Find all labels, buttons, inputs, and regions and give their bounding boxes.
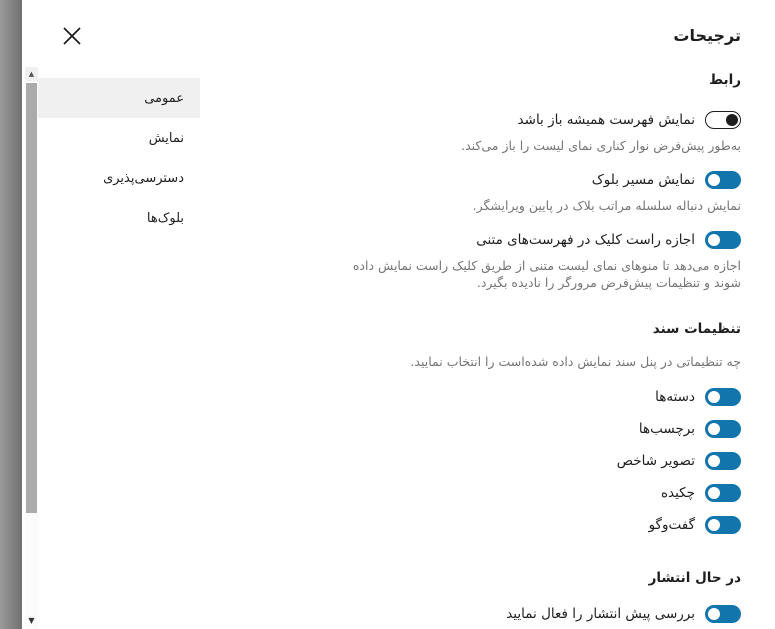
scrollbar-thumb[interactable] xyxy=(26,83,37,513)
toggle-label: نمایش مسیر بلوک xyxy=(591,171,695,188)
toggle-row-categories xyxy=(333,387,741,406)
close-button[interactable] xyxy=(52,16,92,56)
toggle-knob xyxy=(708,455,720,467)
toggle-label: دسته‌ها xyxy=(655,388,695,405)
section-title-interface: رابط xyxy=(709,72,741,88)
toggle-list-view-always-open[interactable] xyxy=(705,111,741,129)
page-backdrop xyxy=(0,0,22,629)
toggle-knob xyxy=(726,114,738,126)
section-title-publishing: در حال انتشار xyxy=(648,570,741,586)
toggle-tags[interactable] xyxy=(705,420,741,438)
tab-general[interactable]: عمومی xyxy=(38,78,200,118)
section-title-document-settings: تنظیمات سند xyxy=(652,321,741,337)
tab-blocks[interactable]: بلوک‌ها xyxy=(38,198,200,238)
toggle-knob xyxy=(708,423,720,435)
toggle-knob xyxy=(708,174,720,186)
toggle-pre-publish-checks[interactable] xyxy=(705,605,741,623)
toggle-knob xyxy=(708,519,720,531)
preferences-content xyxy=(333,60,741,623)
toggle-row-pre-publish xyxy=(333,604,741,623)
toggle-label: گفت‌وگو xyxy=(648,516,695,533)
toggle-knob xyxy=(708,391,720,403)
close-x-icon xyxy=(61,25,83,47)
tab-display[interactable]: نمایش xyxy=(38,118,200,158)
toggle-right-click-list-view[interactable] xyxy=(705,231,741,249)
modal-title: ترجیحات xyxy=(673,26,741,45)
preferences-modal xyxy=(22,0,775,629)
toggle-discussion[interactable] xyxy=(705,516,741,534)
section-description: چه تنظیماتی در پنل سند نمایش داده شده‌است را انتخاب نمایید. xyxy=(410,354,741,369)
toggle-row-featured-image xyxy=(333,451,741,470)
toggle-label: بررسی پیش انتشار را فعال نمایید xyxy=(506,605,695,622)
toggle-label: نمایش فهرست همیشه باز باشد xyxy=(517,111,695,128)
toggle-description: اجازه می‌دهد تا منوهای نمای لیست متنی از طریق کلیک راست نمایش داده شوند و تنظیمات پیش‌فرض مرورگر را نادیده بگیرد. xyxy=(352,258,741,290)
toggle-row-list-view xyxy=(333,110,741,129)
toggle-knob xyxy=(708,234,720,246)
toggle-label: تصویر شاخص xyxy=(616,452,695,469)
preferences-tabs xyxy=(38,78,200,238)
toggle-excerpt[interactable] xyxy=(705,484,741,502)
tab-accessibility[interactable]: دسترسی‌پذیری xyxy=(38,158,200,198)
toggle-label: برچسب‌ها xyxy=(638,420,695,437)
toggle-row-block-breadcrumb xyxy=(333,170,741,189)
toggle-row-tags xyxy=(333,419,741,438)
toggle-label: اجازه راست کلیک در فهرست‌های متنی xyxy=(476,231,695,248)
toggle-knob xyxy=(708,608,720,620)
scrollbar[interactable] xyxy=(25,67,38,629)
toggle-knob xyxy=(708,487,720,499)
toggle-description: نمایش دنباله سلسله مراتب بلاک در پایین ویرایشگر. xyxy=(472,198,741,213)
toggle-row-discussion xyxy=(333,515,741,534)
scroll-up-arrow-icon[interactable]: ▲ xyxy=(25,67,38,81)
scroll-down-arrow-icon[interactable]: ▼ xyxy=(28,616,35,625)
toggle-row-right-click xyxy=(333,230,741,249)
toggle-label: چکیده xyxy=(660,484,695,501)
toggle-categories[interactable] xyxy=(705,388,741,406)
toggle-block-breadcrumb[interactable] xyxy=(705,171,741,189)
toggle-description: به‌طور پیش‌فرض نوار کناری نمای لیست را باز می‌کند. xyxy=(461,138,741,153)
toggle-featured-image[interactable] xyxy=(705,452,741,470)
toggle-row-excerpt xyxy=(333,483,741,502)
